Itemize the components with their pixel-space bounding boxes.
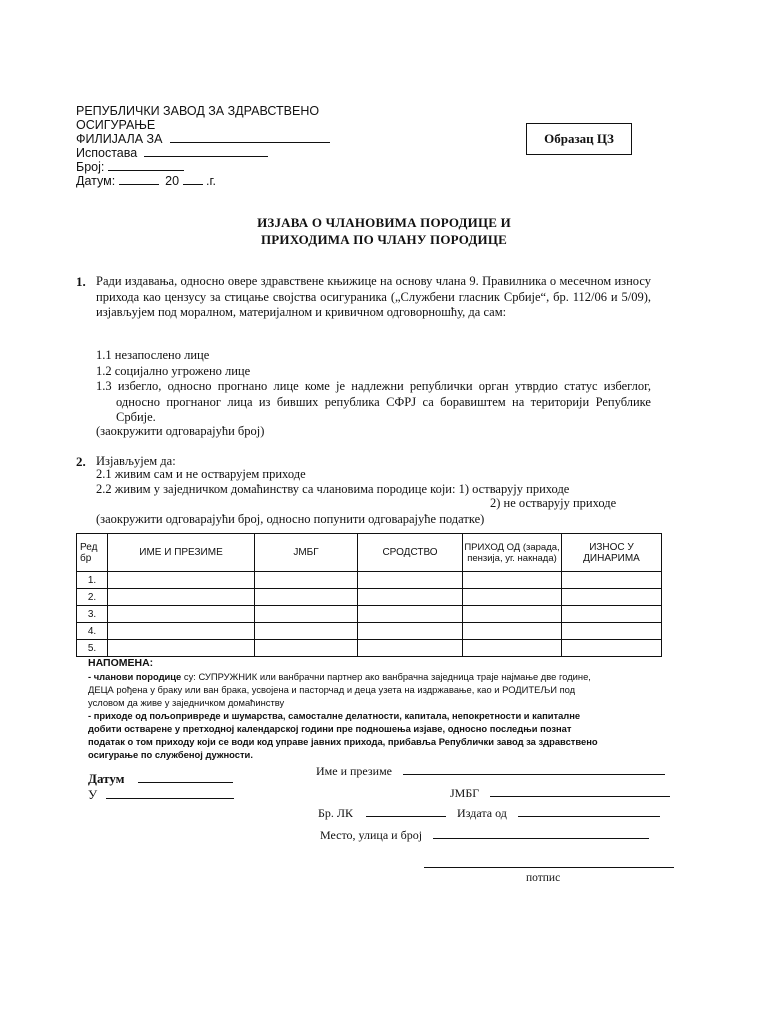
cell-relation[interactable] xyxy=(358,589,463,606)
sig-jmbg-label: ЈМБГ xyxy=(450,786,480,800)
sig-name-label: Име и презиме xyxy=(316,764,392,778)
institution-line1: РЕПУБЛИЧКИ ЗАВОД ЗА ЗДРАВСТВЕНО xyxy=(76,104,320,118)
sig-jmbg-row xyxy=(450,786,670,801)
col-header-name: ИМЕ И ПРЕЗИМЕ xyxy=(108,534,255,572)
date-label: Датум: xyxy=(76,174,116,188)
sig-issued-label: Издата од xyxy=(457,806,507,820)
sig-issued-field[interactable] xyxy=(518,816,660,817)
table-row xyxy=(77,606,662,623)
note-item2-line2: добити остварене у претходној календарској години пре подношења изјаве, односно последњи познат xyxy=(88,723,572,734)
cell-name[interactable] xyxy=(108,572,255,589)
section2-instruction: (заокружити одговарајући број, односно попунити одговарајуће податке) xyxy=(96,512,485,526)
table-header-row xyxy=(77,534,662,572)
note-item1-line2: ДЕЦА рођена у браку или ван брака, усвојена и пасторчад и деца узета на издржавање, као и РОДИТЕЉИ под xyxy=(88,684,576,695)
cell-income-source[interactable] xyxy=(463,623,562,640)
section1-option1[interactable]: 1.1 незапослено лице xyxy=(96,348,210,362)
table-row xyxy=(77,572,662,589)
branch-field[interactable] xyxy=(170,142,330,143)
cell-jmbg[interactable] xyxy=(255,640,358,657)
sig-place-field[interactable] xyxy=(106,798,234,799)
table-row xyxy=(77,623,662,640)
sig-id-field[interactable] xyxy=(366,816,446,817)
sig-date-field[interactable] xyxy=(138,782,233,783)
section2-option2b[interactable]: 2) не остварују приходе xyxy=(490,496,617,510)
sig-jmbg-field[interactable] xyxy=(490,796,670,797)
cell-relation[interactable] xyxy=(358,623,463,640)
col-header-income-source: ПРИХОД ОД (зарада, пензија, уг. накнада) xyxy=(463,534,562,572)
branch-row xyxy=(76,132,330,147)
cell-income-source[interactable] xyxy=(463,606,562,623)
signature-line[interactable] xyxy=(424,867,674,868)
family-members-table xyxy=(76,533,662,657)
sig-name-field[interactable] xyxy=(403,774,665,775)
cell-relation[interactable] xyxy=(358,572,463,589)
table-row xyxy=(77,589,662,606)
note-item1-text: су: СУПРУЖНИК или ванбрачни партнер ако ванбрачна заједница траје најмање две године, xyxy=(181,671,591,682)
cell-amount[interactable] xyxy=(562,606,662,623)
sig-date-row xyxy=(88,771,233,787)
sig-id-label: Бр. ЛК xyxy=(318,806,354,820)
date-year: 20 xyxy=(165,174,180,188)
col-header-no: Ред бр xyxy=(77,534,108,572)
date-suffix: .г. xyxy=(206,174,217,188)
cell-amount[interactable] xyxy=(562,589,662,606)
office-field[interactable] xyxy=(144,156,268,157)
office-label: Испостава xyxy=(76,146,138,160)
section1-text: Ради издавања, односно овере здравствене књижице на основу члана 9. Правилника о месечном износу прихода као цензусу за стицање својства осигураника („Службени гласник Србије“, бр. 112/06 и 5/09), изјављујем под моралном, материјалном и кривичном одговорношћу, да сам: xyxy=(96,274,651,319)
note-item2-line4: осигурање по службеној дужности. xyxy=(88,749,253,760)
section1-option3[interactable] xyxy=(96,379,651,426)
institution-line2: ОСИГУРАЊЕ xyxy=(76,118,156,132)
cell-amount[interactable] xyxy=(562,572,662,589)
section2-lead: Изјављујем да: xyxy=(96,454,176,468)
cell-jmbg[interactable] xyxy=(255,589,358,606)
signature-label: потпис xyxy=(526,872,561,884)
note-item1-bold: - чланови породице xyxy=(88,671,182,682)
section2-option2[interactable]: 2.2 живим у заједничком домаћинству са члановима породице који: 1) остварују приходе xyxy=(96,482,570,496)
sig-address-row xyxy=(320,828,649,843)
note-item1-line1 xyxy=(88,671,591,683)
row-number: 4. xyxy=(77,623,108,640)
cell-name[interactable] xyxy=(108,623,255,640)
cell-income-source[interactable] xyxy=(463,572,562,589)
number-row xyxy=(76,160,184,175)
date-year-field[interactable] xyxy=(183,184,203,185)
cell-amount[interactable] xyxy=(562,623,662,640)
sig-name-row xyxy=(316,764,665,779)
note-item2-line1: - приходе од пољопривреде и шумарства, самосталне делатности, капитала, непокретности и капиталне xyxy=(88,710,581,721)
sig-place-row xyxy=(88,787,234,803)
note-item2-line3: податак о том приходу који се води код управе јавних прихода, прибавља Републички завод за здравствено xyxy=(88,736,598,747)
cell-relation[interactable] xyxy=(358,640,463,657)
col-header-amount: ИЗНОС У ДИНАРИМА xyxy=(562,534,662,572)
cell-name[interactable] xyxy=(108,589,255,606)
cell-income-source[interactable] xyxy=(463,589,562,606)
form-code-box: Образац ЦЗ xyxy=(526,123,632,155)
cell-income-source[interactable] xyxy=(463,640,562,657)
row-number: 3. xyxy=(77,606,108,623)
note-title: НАПОМЕНА: xyxy=(88,657,154,669)
section2-option1[interactable]: 2.1 живим сам и не остварујем приходе xyxy=(96,467,306,481)
sig-date-label: Датум xyxy=(88,771,125,786)
cell-amount[interactable] xyxy=(562,640,662,657)
office-row xyxy=(76,146,268,161)
row-number: 2. xyxy=(77,589,108,606)
sig-place-label: У xyxy=(88,787,98,802)
cell-relation[interactable] xyxy=(358,606,463,623)
sig-address-label: Место, улица и број xyxy=(320,828,423,842)
col-header-jmbg: ЈМБГ xyxy=(255,534,358,572)
number-label: Број: xyxy=(76,160,105,174)
table-row xyxy=(77,640,662,657)
document-title-line1: ИЗЈАВА О ЧЛАНОВИМА ПОРОДИЦЕ И xyxy=(257,215,511,230)
cell-jmbg[interactable] xyxy=(255,606,358,623)
cell-jmbg[interactable] xyxy=(255,623,358,640)
document-title-line2: ПРИХОДИМА ПО ЧЛАНУ ПОРОДИЦЕ xyxy=(260,232,508,247)
date-row xyxy=(76,174,216,189)
section1-instruction: (заокружити одговарајући број) xyxy=(96,424,265,438)
row-number: 5. xyxy=(77,640,108,657)
branch-label: ФИЛИЈАЛА ЗА xyxy=(76,132,163,146)
row-number: 1. xyxy=(77,572,108,589)
cell-name[interactable] xyxy=(108,606,255,623)
cell-jmbg[interactable] xyxy=(255,572,358,589)
section1-option3-text: 1.3 избегло, односно прогнано лице коме је надлежни републички орган утврдио статус избеглог, односно прогнаног лица из бивших република СФРЈ са боравиштем на територији Републике Србије. xyxy=(96,379,651,424)
sig-address-field[interactable] xyxy=(433,838,649,839)
number-field[interactable] xyxy=(108,170,184,171)
note-item1-line3: условом да живе у заједничком домаћинству xyxy=(88,697,285,708)
col-header-relation: СРОДСТВО xyxy=(358,534,463,572)
section1-number: 1. xyxy=(76,274,86,289)
sig-id-row xyxy=(318,806,660,821)
section2-number: 2. xyxy=(76,454,86,469)
cell-name[interactable] xyxy=(108,640,255,657)
section1-option2[interactable]: 1.2 социјално угрожено лице xyxy=(96,364,251,378)
date-day-field[interactable] xyxy=(119,184,159,185)
